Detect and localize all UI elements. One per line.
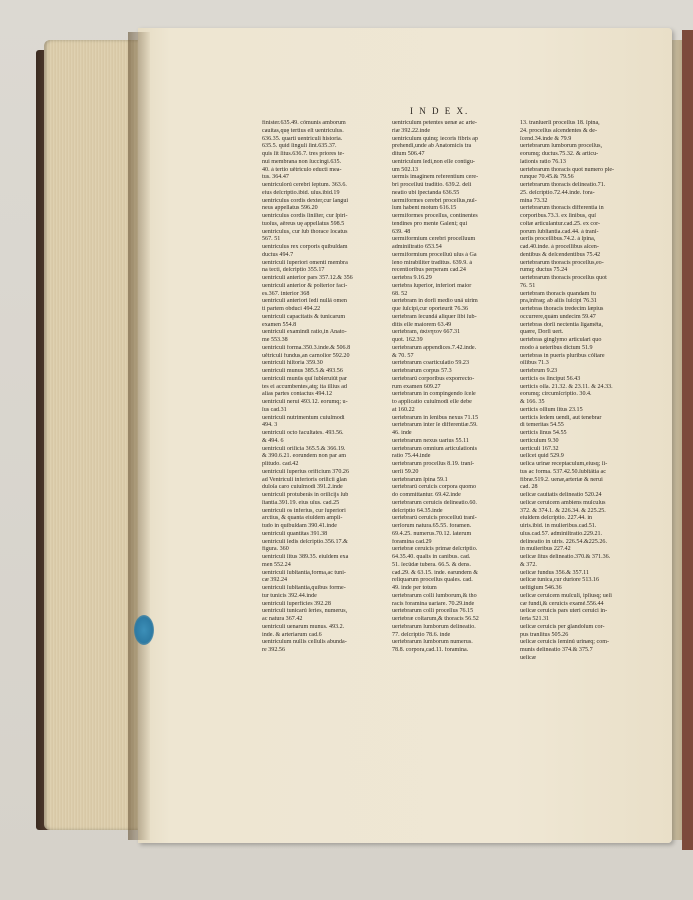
- index-entry-line: in mulieribus 227.42: [520, 546, 571, 553]
- index-entry-line: uermis imaginem referentium cere-: [392, 174, 479, 181]
- index-entry-line: uentriculi hiſtoria 359.30: [262, 360, 323, 367]
- index-entry-line: uentriculi os inferius, cur ſuperiori: [262, 507, 346, 514]
- index-entry-line: uentriculi oriſicia 365.5.& 366.19.: [262, 445, 346, 452]
- index-entry-line: pra,infraq; ab aliis ſuſcipi 76.31: [520, 298, 597, 305]
- index-entry-line: at 160.22: [392, 406, 415, 413]
- index-entry-line: uerſorum natura.65.55. foramen.: [392, 523, 472, 529]
- index-entry-line: runque 70.45.& 79.56: [520, 174, 574, 181]
- index-entry-line: uentriculi forma.350.3.inde.& 506.8: [262, 344, 351, 351]
- index-entry-line: 40. à tertio uětriculo educti mea-: [262, 166, 342, 173]
- index-entry-line: uermiformium proceſſuũ uſus à Ga: [392, 251, 477, 258]
- index-entry-line: uentriculi octo facultates. 493.56.: [262, 430, 344, 436]
- index-entry-line: 51. ſecūdæ tubera. 66.5. & dens.: [392, 561, 471, 568]
- index-entry-line: uerticuli 167.32: [520, 445, 559, 452]
- index-entry-line: occurrere,quàm undecim 59.47: [520, 313, 596, 320]
- index-entry-line: ad Ventriculi inferioris oriſicii glan: [262, 476, 347, 483]
- index-entry-line: coſtæ articulantur.cad.25. ex cor-: [520, 220, 601, 227]
- index-entry-line: ueſicæ ceruicis ſeminũ urinæq; com-: [520, 639, 610, 646]
- index-entry-line: uertebrarum proceſſus 8.19. tranſ-: [392, 461, 475, 467]
- index-entry-line: foramina cad.29: [392, 538, 432, 545]
- index-entry-line: re 392.56: [262, 647, 286, 653]
- index-entry-line: uertebrarum thoracis differentia in: [520, 205, 604, 212]
- index-entry-line: uertebræ coſtarum,& thoracis 56.52: [392, 616, 479, 622]
- index-entry-line: uermiformes cerebri proceſſus,nul-: [392, 197, 477, 204]
- index-entry-line: cad.40.inde. à proceſſibus aſcen-: [520, 244, 599, 250]
- index-entry-line: 636.35. quarti uentriculi historia.: [262, 135, 343, 142]
- index-entry-line: munis delineatio 374.& 375.7: [520, 647, 593, 653]
- index-entry-line: uertebra 9.16.29: [392, 275, 432, 281]
- index-entry-line: es.367. interior 368: [262, 290, 310, 297]
- index-entry-line: uentriculi tunicarũ ſeries, numerus,: [262, 608, 348, 615]
- index-entry-line: uertebrarũ ceruicis corpora quomo: [392, 484, 477, 491]
- index-entry-line: & 372.: [520, 561, 537, 568]
- index-entry-line: ratio 75.44.inde: [392, 453, 431, 460]
- index-entry-line: uentriculi ſubſtantia,forma,ac tuni-: [262, 569, 346, 576]
- index-column-3: [520, 120, 650, 663]
- index-entry-line: uerticis ſedem uendi, aut tenebrar: [520, 414, 602, 421]
- index-entry-line: uiris.ibid. in mulieribus.cad.51.: [520, 523, 597, 529]
- index-entry-line: ueſica urinæ receptaculum,eiusq; ſi-: [520, 461, 608, 467]
- index-entry-line: uertebrarum thoracis delineatio.71.: [520, 182, 606, 188]
- index-entry-line: eiuſdem deſcriptio. 227.44. in: [520, 515, 593, 522]
- index-entry-line: rumq; ductus 75.24: [520, 267, 568, 274]
- index-entry-line: cæ fundi,& ceruicis examẽ.556.44: [520, 600, 604, 607]
- index-entry-line: ſcend.34.inde & 79.9: [520, 135, 572, 142]
- index-entry-line: 49. inde per totum: [392, 585, 437, 591]
- index-entry-line: na tecti, deſcriptio 355.17: [262, 267, 325, 274]
- index-entry-line: uentriculum petentes uenæ ac arte-: [392, 120, 477, 126]
- index-entry-line: uentriculi nerui 493.12. eorumq; u-: [262, 399, 348, 405]
- index-entry-line: arctius, & quanta eiuſdem ampli-: [262, 515, 343, 522]
- running-head: I N D E X.: [410, 106, 470, 116]
- index-column-2: [392, 120, 517, 655]
- index-entry-line: tes ei accumbentes,atq; ita illius ad: [262, 383, 347, 390]
- index-entry-line: uentriculi anteriori ſedi nullã omen: [262, 298, 347, 305]
- index-entry-line: uertebrarum nexus uarius 55.11: [392, 437, 469, 444]
- index-entry-line: ditis eſſe maiorem 63.49: [392, 321, 452, 328]
- index-entry-line: quot. 162.39: [392, 337, 423, 343]
- index-entry-line: 76. 51: [520, 282, 536, 289]
- index-entry-line: uerticulum 9.30: [520, 437, 559, 444]
- index-entry-line: que ſuſcipi,cur oporteurit 76.36: [392, 306, 468, 312]
- index-entry-line: reliquarum proceſſus quales. cad.: [392, 577, 473, 584]
- index-entry-line: tur tunicis 392.44.inde: [262, 592, 317, 599]
- index-entry-line: leno mirabiliter traditus. 639.9. à: [392, 259, 473, 266]
- index-entry-line: ſus cad.31: [262, 406, 287, 413]
- index-entry-line: lationis ratio 76.13: [520, 158, 566, 165]
- index-entry-line: lum habent motum 616.15: [392, 205, 457, 212]
- index-entry-line: deſcriptio 64.35.inde: [392, 507, 443, 514]
- book-cover-right: [682, 30, 693, 850]
- index-entry-line: figura. 360: [262, 546, 289, 553]
- index-entry-line: uentriculi anterior & poſterior faci-: [262, 282, 348, 289]
- index-entry-line: 24. proceſſus aſcendentes & de-: [520, 127, 597, 134]
- index-entry-line: uertebram, ἀκίνητον 667.31: [392, 329, 461, 336]
- index-entry-line: ueſicæ ceruicis per glandoſum cor-: [520, 623, 605, 630]
- index-entry-line: um 502.13: [392, 166, 419, 173]
- index-entry-line: uertebrarum colli proceſſus 76.15: [392, 608, 474, 615]
- index-entry-line: uentriculi protuberãs in oriſicijs ſub: [262, 492, 349, 498]
- index-entry-line: porum ſubſtantia.cad.44. à tranſ-: [520, 228, 599, 235]
- index-entry-line: uertebrarũ corporibus exporrecto-: [392, 375, 475, 382]
- index-entry-line: cad.29. & 63.15. inde. earundem &: [392, 569, 478, 576]
- index-entry-line: ſerta 521.31: [520, 616, 550, 622]
- index-entry-line: uertebrarum thoracis proceſſus,eo-: [520, 259, 604, 266]
- index-entry-line: uertebrum 9.23: [520, 368, 558, 374]
- index-entry-line: uertebrarum lumborum numerus.: [392, 639, 473, 646]
- index-entry-line: uerſi 59.20: [392, 468, 419, 475]
- index-entry-line: ueſicæ ceruicem muſculi, ipſiusq; ueſi: [520, 592, 612, 599]
- index-entry-line: uentriculi capacitatis & tunicarum: [262, 313, 346, 320]
- index-entry-line: ac natura 367.42: [262, 616, 303, 622]
- index-entry-line: uentriculi quantitas 391.38: [262, 530, 328, 537]
- index-entry-line: 78.8. corpora,cad.11. foramina.: [392, 647, 469, 653]
- index-entry-line: uentriculus rex corporis quibuſdam: [262, 244, 348, 250]
- index-entry-line: uentriculi ſubſtantia,quibus forme-: [262, 585, 346, 591]
- index-entry-line: uertebrarum thoracis proceſſus quot: [520, 275, 607, 281]
- index-entry-line: 25. deſcriptio.72.44.inde. fora-: [520, 189, 595, 196]
- index-entry-line: uertebrarum thoracis quot numero ple-: [520, 166, 615, 173]
- index-entry-line: uerſis proceſſibus.74.2. à ſpina,: [520, 236, 596, 243]
- index-entry-line: oſſibus 71.3: [520, 360, 549, 367]
- index-entry-line: uentriculi munüs quĩ ſubſeruiũt par: [262, 375, 347, 382]
- index-entry-line: riæ 392.22.inde: [392, 127, 431, 134]
- index-entry-line: do committantur. 69.42.inde: [392, 492, 461, 498]
- index-entry-line: uentriculi ſitus 389.35. eiuſdem exa: [262, 554, 349, 560]
- index-entry-line: bri proceſſuũ traditio. 639.2. deli: [392, 182, 472, 188]
- index-entry-line: ueſicæ tunica,cur duriore 513.16: [520, 577, 600, 584]
- index-entry-line: racis foramina uariare. 70.29.inde: [392, 600, 475, 607]
- index-entry-line: nui membrana non ſuccingi.635.: [262, 158, 342, 165]
- index-entry-line: uertebram ſecundã aliquer ſibi ſub-: [392, 313, 477, 320]
- index-entry-line: uertebrarum lumborum proceſſus,: [520, 143, 603, 150]
- index-entry-line: pus tranſitus 505.26: [520, 631, 569, 638]
- index-entry-line: 567. 51: [262, 236, 281, 243]
- index-entry-line: neatio ubi ſpectanda 636.55: [392, 189, 460, 196]
- index-entry-line: alias partes contactus 494.12: [262, 391, 333, 398]
- index-entry-line: quis ſit ſitus.636.7. tres priores te-: [262, 151, 345, 157]
- index-entry-line: ductus 494.7: [262, 251, 294, 258]
- index-entry-line: uſus.cad.57. adminiſtratio.229.21.: [520, 530, 603, 537]
- index-entry-line: di temeritas 54.55: [520, 422, 564, 429]
- index-entry-line: uentriculi ſuperiori omenti membra: [262, 259, 348, 266]
- index-entry-line: adminiſtratio 653.54: [392, 244, 442, 250]
- index-entry-line: uertebrarum colli lumborum,& tho: [392, 592, 477, 599]
- index-entry-line: neus appellatus 596.20: [262, 205, 318, 212]
- index-entry-line: inde. & arteriarum cad.6: [262, 631, 322, 638]
- index-entry-line: uentriculi nutrimentum cuiuſmodi: [262, 414, 345, 421]
- index-entry-line: modo à ueteribus dictum 51.9: [520, 344, 593, 351]
- index-entry-line: cauitas,quę tertius eſt uentriculus.: [262, 127, 344, 134]
- index-entry-line: me 553.38: [262, 337, 288, 343]
- index-entry-line: tudo in quibuſdam 390.41.inde: [262, 523, 337, 529]
- index-entry-line: uerticis oſſium ſitus 23.15: [520, 406, 583, 413]
- index-entry-line: uertebrarum corpus 57.3: [392, 368, 452, 374]
- index-entry-line: uertebras dorſi nectentia ligamẽta,: [520, 321, 603, 328]
- index-entry-line: uermiformium cerebri proceſſuum: [392, 236, 476, 243]
- index-entry-line: 68. 52: [392, 290, 408, 297]
- index-entry-line: uentriculus, cur ſub thorace locatus: [262, 228, 348, 235]
- index-entry-line: uentriculus cordis ſiniſter, cur ſpiri-: [262, 213, 348, 219]
- index-entry-line: uentriculi ſedis deſcriptio.356.17.&: [262, 538, 348, 545]
- index-entry-line: uertebræ ceruicis primæ deſcriptio.: [392, 546, 478, 553]
- index-entry-line: uertebram thoracis quandam fu: [520, 290, 596, 297]
- blue-ink-stain: [134, 615, 154, 645]
- index-entry-line: uentriculi ſuperficies 392.28: [262, 600, 331, 607]
- index-entry-line: ueſicæ fundus 356.& 357.11: [520, 569, 590, 576]
- spine-gutter-shadow: [128, 32, 150, 840]
- index-entry-line: duloſa caro cuiuſmodi 391.2.inde: [262, 484, 343, 491]
- index-entry-line: uertebrarum lumborum delineatio.: [392, 623, 476, 630]
- index-entry-line: uertebrarum inter ſe differentiæ.59.: [392, 422, 478, 429]
- index-entry-line: fibræ.519.2. uenæ,arteriæ & nerui: [520, 476, 603, 483]
- index-entry-line: 494. 3: [262, 422, 278, 429]
- index-entry-line: prehendi,unde ab Anatomicis tra: [392, 143, 472, 150]
- index-entry-line: uentriculum nullis cellulis abunda-: [262, 639, 347, 646]
- index-entry-line: uertebras in pueris pluribus cõſtare: [520, 352, 605, 359]
- index-entry-line: ſtantia.391.19. eius uſus. cad.25: [262, 499, 340, 506]
- index-entry-line: uertebrarum omnium articulationis: [392, 445, 477, 452]
- index-entry-line: uentriculi ſuperius orificium 370.26: [262, 468, 349, 475]
- index-entry-line: uertebrarum ſpina 59.1: [392, 476, 448, 483]
- index-entry-line: ti partem obduci 494.22: [262, 306, 321, 312]
- index-entry-line: uentriculorũ cerebri ſeptum. 363.6.: [262, 182, 347, 188]
- index-entry-line: mina 73.32: [520, 197, 548, 204]
- index-entry-line: uentriculum ſedi,non eſſe contigu-: [392, 158, 475, 165]
- index-entry-line: uerticis os ſinciput 56.43: [520, 375, 581, 382]
- index-entry-line: rum examen 609.27: [392, 383, 441, 390]
- index-entry-line: men 552.24: [262, 561, 291, 568]
- index-entry-line: uerticis ſinus 54.55: [520, 430, 567, 436]
- index-entry-line: plitudo. cad.42: [262, 461, 299, 467]
- index-entry-line: recentioribus perperam cad.24: [392, 267, 466, 274]
- index-entry-line: uertebrarum ceruicis delineatio.60.: [392, 499, 477, 506]
- index-entry-line: corporibus.73.3. ex ſinibus, quĩ: [520, 213, 596, 219]
- index-entry-line: quære, Dorſi uert.: [520, 329, 564, 336]
- index-entry-line: uětriculi fundus,an carnoſior 592.20: [262, 352, 350, 359]
- index-entry-line: uertebras thoracis tredecim ſæpius: [520, 306, 604, 312]
- index-entry-line: uertebram in dorſi medio unã uirim: [392, 298, 478, 305]
- index-entry-line: 639. 48: [392, 228, 411, 235]
- index-entry-line: uertebrarum coarticulatio 59.23: [392, 360, 469, 367]
- index-entry-line: examen 554.8: [262, 321, 297, 328]
- index-entry-line: uertebras ginglymo articulari quo: [520, 337, 602, 343]
- index-entry-line: eorumq; ductus.75.32. & articu-: [520, 151, 599, 157]
- index-entry-line: uertebrarum in ſenibus nexus 71.15: [392, 414, 479, 421]
- index-entry-line: tendines pro mente Galeni; qui: [392, 220, 468, 227]
- index-entry-line: 77. deſcriptio 78.6. inde: [392, 631, 451, 638]
- index-entry-line: tus. 364.47: [262, 174, 289, 181]
- index-entry-line: eius deſcriptio.ibid. uſus.ibid.19: [262, 189, 340, 196]
- index-entry-line: dentibus & deſcendentibus 75.42: [520, 251, 601, 258]
- index-entry-line: 13. tranſuerſi proceſſus 18. ſpina,: [520, 120, 600, 126]
- index-entry-line: 46. inde: [392, 430, 412, 436]
- index-entry-line: tuoſus, aëreus uę appellatus 598.5: [262, 220, 345, 227]
- index-entry-line: 69.4.25. numerus.70.12. laterum: [392, 530, 472, 537]
- index-entry-line: & 390.6.21. eorundem non par am: [262, 453, 346, 460]
- index-entry-line: uentriculum quinq; iecoris fibris ap: [392, 135, 478, 142]
- index-entry-line: & 166. 35: [520, 399, 545, 405]
- index-column-1: [262, 120, 388, 655]
- right-page-edges: [672, 40, 682, 840]
- index-entry-line: finister.635.49. cõmunis amborum: [262, 120, 346, 126]
- index-entry-line: ueſicæ cauitatis delineatio 520.24: [520, 492, 602, 498]
- index-entry-line: uentriculi anterior pars 357.12.& 356: [262, 275, 353, 281]
- index-entry-line: 635.5. quid ſinguli ſint.635.37.: [262, 143, 337, 150]
- index-entry-line: uentriculi examindi ratio,in Anato-: [262, 329, 347, 336]
- index-entry-line: tus ac forma. 537.42.50.ſubſtãtia ac: [520, 468, 606, 475]
- index-entry-line: 372. & 374.1. & 226.34. & 225.25.: [520, 507, 606, 514]
- index-entry-line: 64.35.40. qualis in canibus. cad.: [392, 554, 471, 560]
- index-entry-line: ditum 506.47: [392, 151, 425, 157]
- index-entry-line: ueſicæ ceruicis pars uteri ceruici in-: [520, 608, 608, 615]
- index-entry-line: uentriculi munus 385.5.& 493.56: [262, 368, 343, 374]
- index-entry-line: ueſicæ ceruicem ambiens muſculus: [520, 499, 606, 506]
- index-entry-line: eorumq; circumſcriptio. 30.4.: [520, 391, 592, 398]
- index-entry-line: uertebra ſuperior, inferiori maior: [392, 282, 472, 289]
- index-entry-line: uentriculus cordis dexter,cur ſangui: [262, 197, 349, 204]
- index-entry-line: ueſicæ ſitus delineatio.370.& 371.36.: [520, 554, 611, 560]
- index-entry-line: uerticis oſſa. 21.32. & 23.11. & 24.33.: [520, 383, 613, 390]
- index-entry-line: uertebrarum in compingendo ſcele: [392, 391, 476, 398]
- index-entry-line: uermiformes proceſſus, continentes: [392, 213, 478, 219]
- index-entry-line: ueſſcet quid 529.9: [520, 453, 564, 460]
- index-entry-line: uertebrarum appendices.7.42.inde.: [392, 344, 477, 351]
- index-entry-line: ueſtigium 546.36: [520, 585, 562, 591]
- index-entry-line: uertebrarũ ceruicis proceſſuũ tranſ-: [392, 515, 477, 522]
- index-entry-line: to applicatio cuiuſmodi eſſe debe: [392, 399, 472, 405]
- index-entry-line: cad. 28: [520, 484, 538, 491]
- index-entry-line: ueſicæ: [520, 654, 536, 661]
- index-entry-line: delineatio in uiris. 226.54.&225.26.: [520, 538, 607, 545]
- index-entry-line: uentriculi uenarum munus. 493.2.: [262, 623, 345, 630]
- index-entry-line: cæ 392.24: [262, 577, 288, 584]
- index-entry-line: & 494. 6: [262, 437, 284, 444]
- index-entry-line: & 70. 57: [392, 352, 414, 359]
